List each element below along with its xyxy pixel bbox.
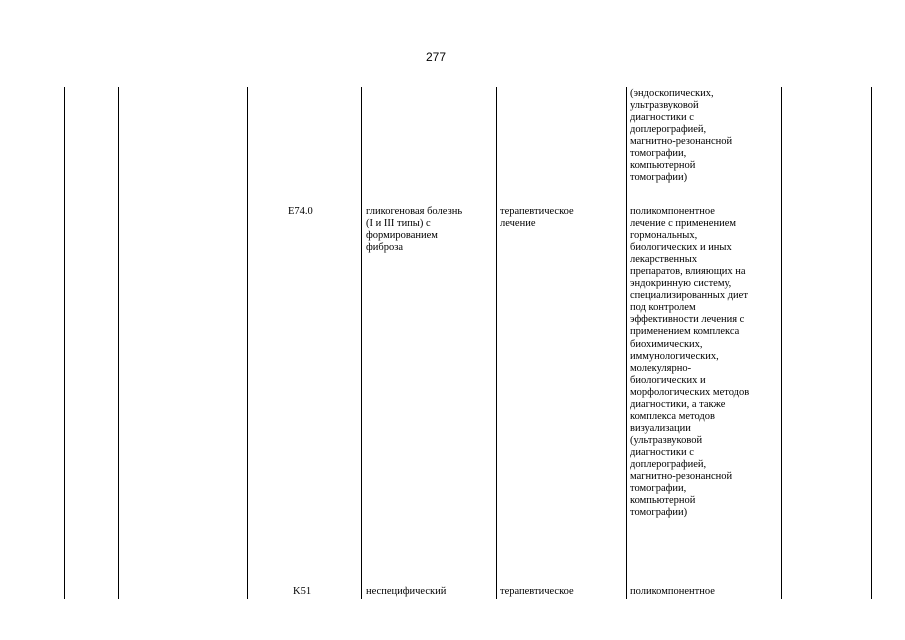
table-border-left <box>64 87 65 599</box>
column-divider <box>361 87 362 599</box>
table-cell-code: E74.0 <box>288 206 313 217</box>
table-cell-treatment: терапевтическое <box>500 586 574 597</box>
table-cell-method: поликомпонентное лечение с применением гормональных, биологических и иных лекарственных препаратов, влияющих на эндокринную систему, специализированных диет под контролем эффективности лечения с применением комплекса биохимических, иммунологических, молекулярно- биологических и морфологических методов диагностики, а также комплекса методов визуализации (ультразвуковой диагностики с доплерографией, магнитно-резонансной томографии, компьютерной томографии) <box>630 206 750 519</box>
table-border-right <box>871 87 872 599</box>
column-divider <box>781 87 782 599</box>
table-cell-treatment: терапевтическое лечение <box>500 206 574 230</box>
table-cell-method: поликомпонентное <box>630 586 715 597</box>
table-cell-name: неспецифический <box>366 586 447 597</box>
table-cell-code: K51 <box>293 586 312 597</box>
column-divider <box>626 87 627 599</box>
table-cell-name: гликогеновая болезнь (I и III типы) с формированием фиброза <box>366 206 463 254</box>
column-divider <box>247 87 248 599</box>
column-divider <box>496 87 497 599</box>
page-number: 277 <box>425 50 447 64</box>
table-cell-method: (эндоскопических, ультразвуковой диагностики с доплерографией, магнитно-резонансной томографии, компьютерной томографии) <box>630 88 733 184</box>
column-divider <box>118 87 119 599</box>
